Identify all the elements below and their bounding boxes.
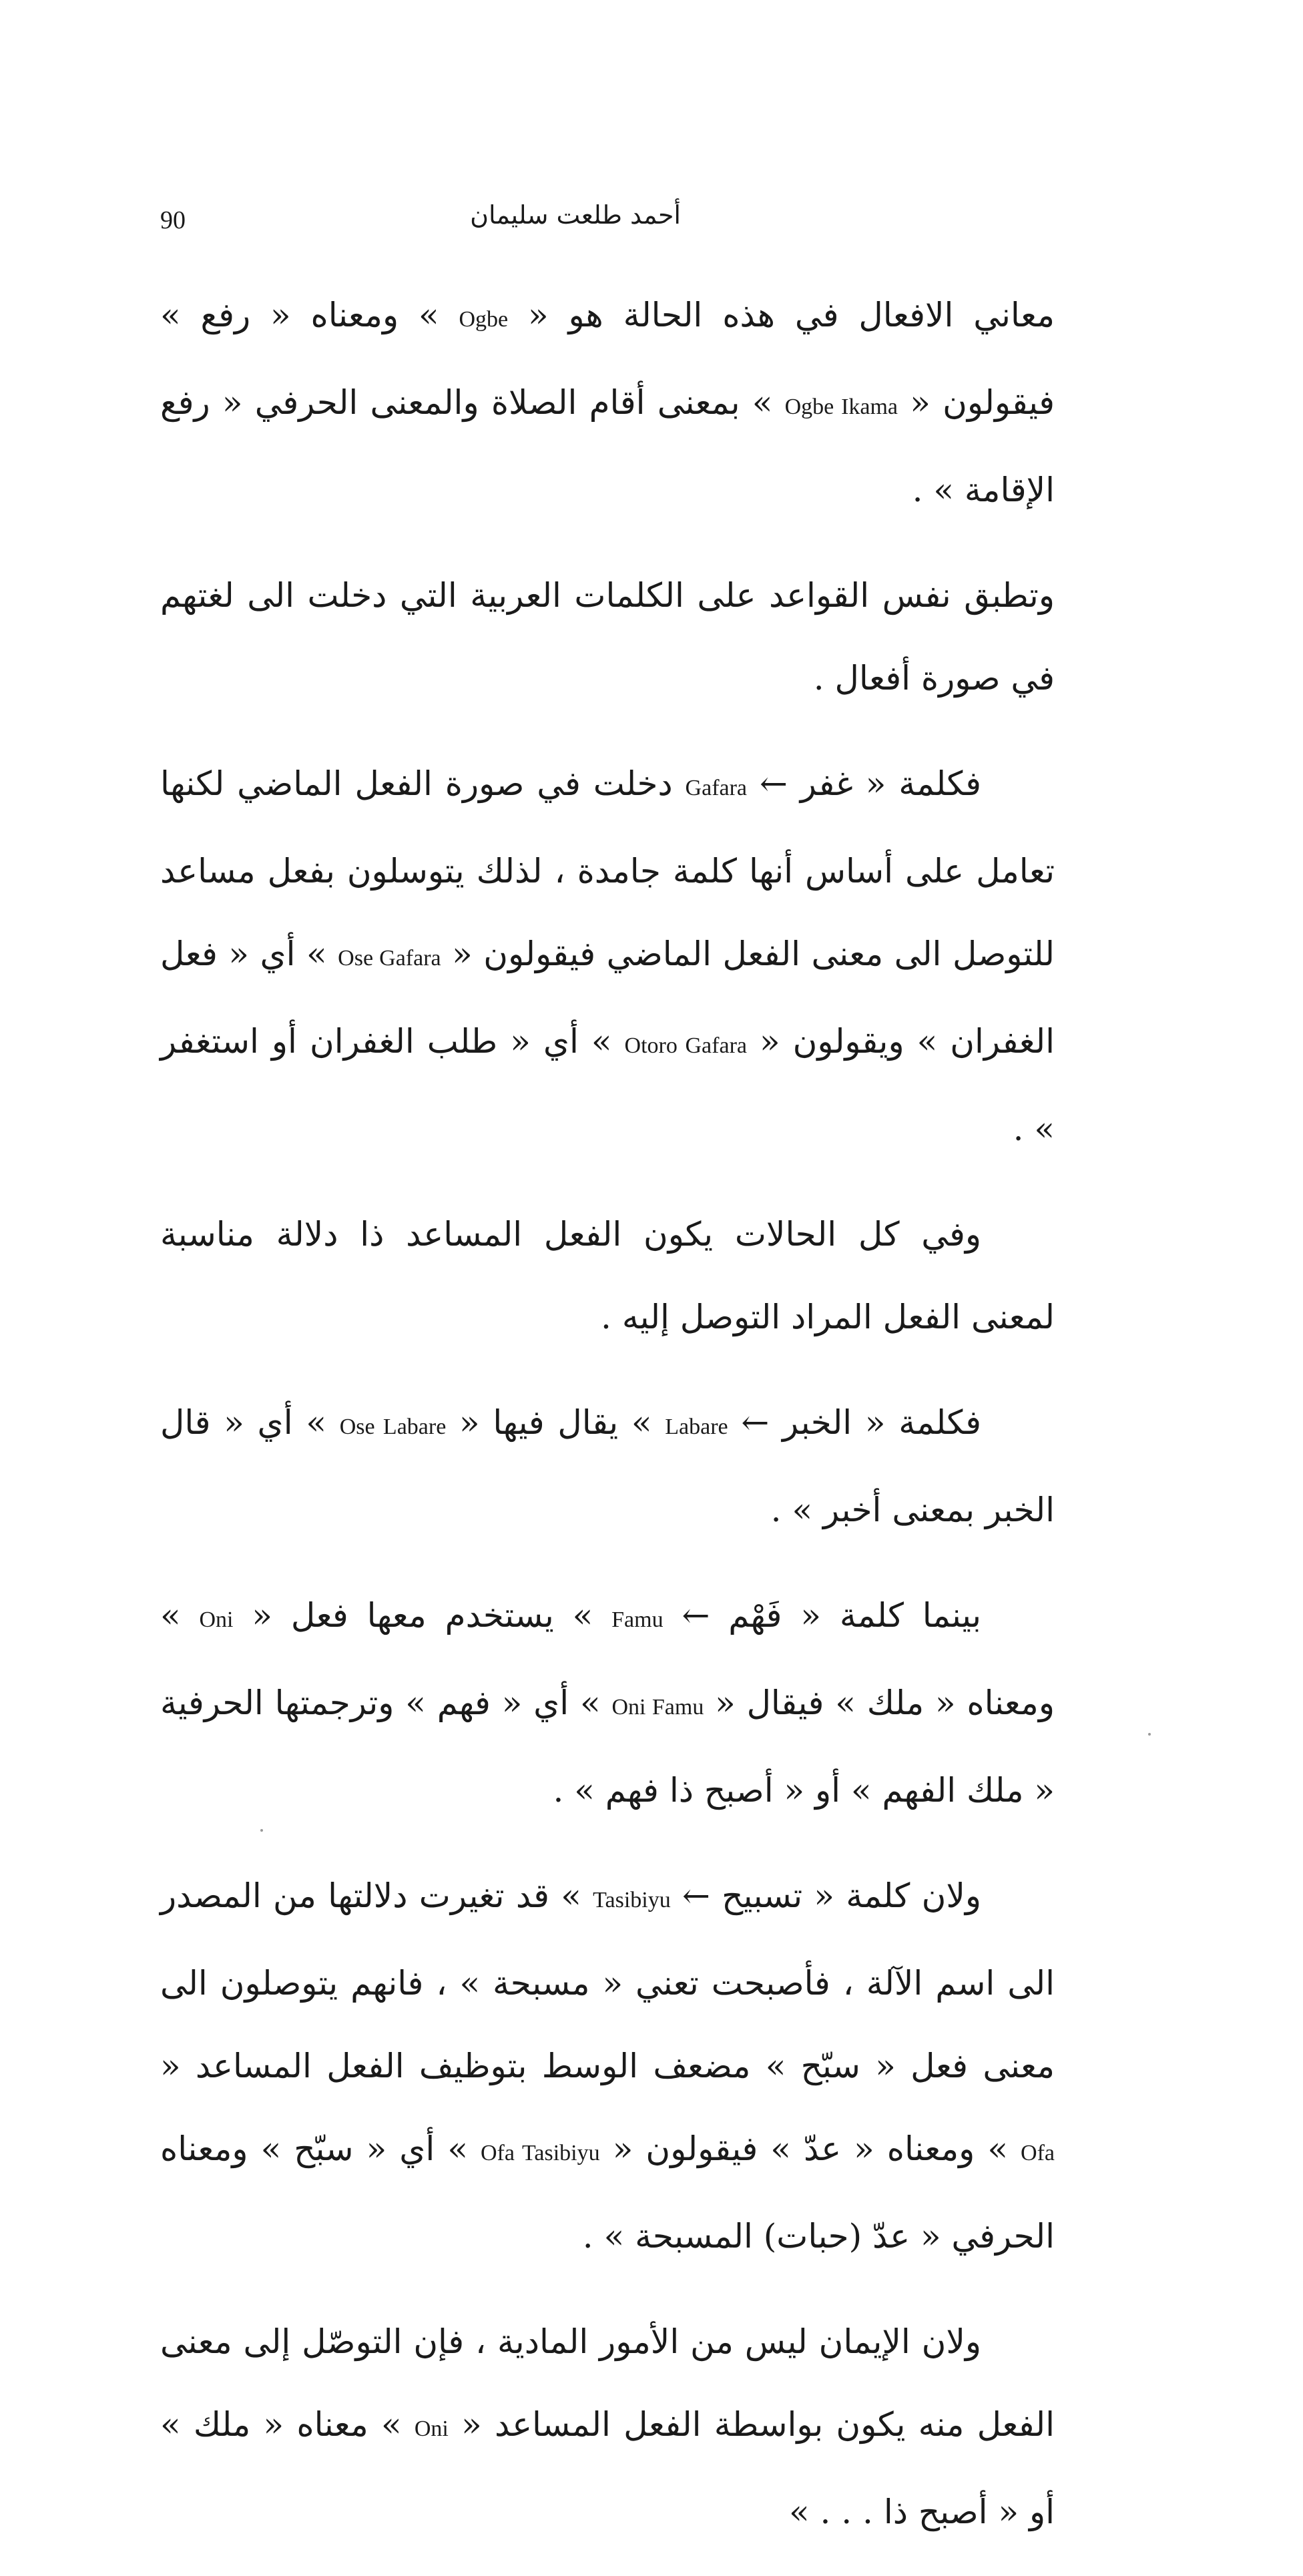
- latin-transliteration: Ofa: [1021, 2141, 1055, 2165]
- paragraph: ولان كلمة « تسبيح ← Tasibiyu » قد تغيرت دلالتها من المصدر الى اسم الآلة ، فأصبحت تعني « مسبحة » ، فانهم يتوصلون الى معنى فعل « سبّح » مضعف الوسط بتوظيف الفعل المساعد « Ofa » ومعناه « عدّ » فيقولون « Ofa Tasibiyu » أي « سبّح » ومعناه الحرفي « عدّ (حبات) المسبحة » .: [160, 1876, 1055, 2256]
- latin-transliteration: Gafara: [685, 776, 748, 800]
- page-header: [160, 200, 1055, 254]
- page-number: 90: [160, 206, 186, 234]
- latin-transliteration: Oni Famu: [611, 1695, 704, 1720]
- latin-transliteration: Oni: [414, 2416, 449, 2441]
- paragraph: وتطبق نفس القواعد على الكلمات العربية التي دخلت الى لغتهم في صورة أفعال .: [160, 576, 1055, 698]
- latin-transliteration: Labare: [665, 1414, 728, 1439]
- running-head-author: أحمد طلعت سليمان: [470, 200, 681, 230]
- paragraph: فكلمة « غفر ← Gafara دخلت في صورة الفعل الماضي لكنها تعامل على أساس أنها كلمة جامدة ، لذلك يتوسلون بفعل مساعد للتوصل الى معنى الفعل الماضي فيقولون « Ose Gafara » أي « فعل الغفران » ويقولون « Otoro Gafara » أي « طلب الغفران أو استغفر » .: [160, 764, 1055, 1148]
- paragraph: ولان الإيمان ليس من الأمور المادية ، فإن التوصّل إلى معنى الفعل منه يكون بواسطة الفعل المساعد « Oni » معناه « ملك » أو « أصبح ذا . . . »: [160, 2322, 1055, 2531]
- paragraph: بينما كلمة « فَهْم ← Famu » يستخدم معها فعل « Oni » ومعناه « ملك » فيقال « Oni Famu » أي « فهم » وترجمتها الحرفية « ملك الفهم » أو « أصبح ذا فهم » .: [160, 1596, 1055, 1810]
- latin-transliteration: Ogbe: [459, 307, 509, 332]
- latin-transliteration: Otoro Gafara: [624, 1033, 747, 1058]
- scan-speck: [260, 1829, 263, 1832]
- latin-transliteration: Ofa Tasibiyu: [481, 2141, 600, 2165]
- latin-transliteration: Ogbe Ikama: [784, 395, 898, 419]
- latin-transliteration: Oni: [199, 1607, 234, 1632]
- latin-transliteration: Ose Gafara: [338, 946, 441, 971]
- scan-speck: [1148, 1733, 1151, 1736]
- latin-transliteration: Ose Labare: [339, 1414, 447, 1439]
- paragraph: فكلمة « الخبر ← Labare » يقال فيها « Ose Labare » أي « قال الخبر بمعنى أخبر » .: [160, 1403, 1055, 1529]
- latin-transliteration: Tasibiyu: [593, 1888, 671, 1912]
- latin-transliteration: Famu: [611, 1607, 664, 1632]
- paragraph: معاني الافعال في هذه الحالة هو « Ogbe » ومعناه « رفع » فيقولون « Ogbe Ikama » بمعنى أقام الصلاة والمعنى الحرفي « رفع الإقامة » .: [160, 296, 1055, 509]
- body-text: [160, 274, 1055, 2576]
- paragraph: وفي كل الحالات يكون الفعل المساعد ذا دلالة مناسبة لمعنى الفعل المراد التوصل إليه .: [160, 1215, 1055, 1336]
